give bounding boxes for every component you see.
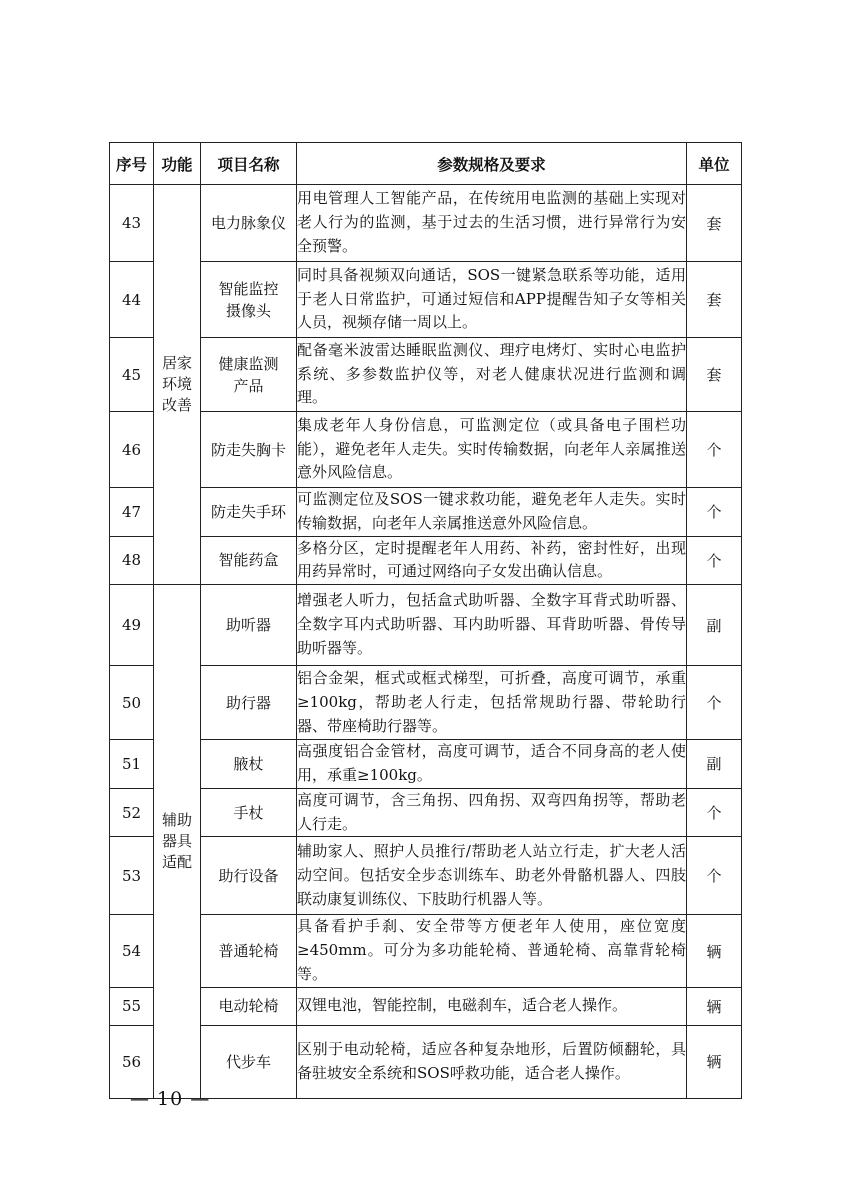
- item-name: [201, 585, 297, 666]
- table-row: [110, 488, 742, 537]
- table-row: [110, 837, 742, 915]
- row-number: 43: [110, 185, 154, 262]
- table-row: [110, 585, 742, 666]
- item-name-line: 普通轮椅: [218, 942, 279, 961]
- item-name: [201, 262, 297, 338]
- table-row: [110, 666, 742, 740]
- item-name-line: 产品: [233, 376, 264, 395]
- spec-text: 同时具备视频双向通话，SOS一键紧急联系等功能，适用于老人日常监护，可通过短信和APP提醒告知子女等相关人员，视频存储一周以上。: [297, 262, 687, 338]
- item-name-line: 助行器: [225, 693, 271, 712]
- function-group-line: 居家: [161, 354, 192, 373]
- header-item-name: 项目名称: [201, 143, 297, 185]
- spec-text: 具备看护手刹、安全带等方便老年人使用，座位宽度≥450mm。可分为多功能轮椅、普通轮椅、高靠背轮椅等。: [297, 915, 687, 987]
- header-no: 序号: [110, 143, 154, 185]
- row-number: 50: [110, 666, 154, 740]
- row-number: 52: [110, 788, 154, 837]
- row-number: 51: [110, 740, 154, 789]
- row-number: 44: [110, 262, 154, 338]
- item-name: [201, 1025, 297, 1098]
- item-name: [201, 412, 297, 488]
- row-number: 48: [110, 536, 154, 585]
- table-row: [110, 987, 742, 1025]
- unit: 套: [687, 185, 742, 262]
- item-name-line: 代步车: [225, 1052, 271, 1071]
- unit: 个: [687, 788, 742, 837]
- table-row: [110, 185, 742, 262]
- spec-text: 增强老人听力，包括盒式助听器、全数字耳背式助听器、全数字耳内式助听器、耳内助听器、耳背助听器、骨传导助听器等。: [297, 585, 687, 666]
- function-group-line: 辅助: [161, 810, 192, 829]
- spec-text: 辅助家人、照护人员推行/帮助老人站立行走，扩大老人活动空间。包括安全步态训练车、助老外骨骼机器人、四肢联动康复训练仪、下肢助行机器人等。: [297, 837, 687, 915]
- row-number: 47: [110, 488, 154, 537]
- unit: 个: [687, 488, 742, 537]
- unit: 辆: [687, 987, 742, 1025]
- item-name: [201, 915, 297, 987]
- table-row: [110, 536, 742, 585]
- spec-text: 可监测定位及SOS一键求救功能，避免老年人走失。实时传输数据，向老年人亲属推送意外风险信息。: [297, 488, 687, 537]
- item-name: [201, 740, 297, 789]
- table-row: [110, 740, 742, 789]
- table-row: [110, 262, 742, 338]
- unit: 套: [687, 338, 742, 412]
- item-name-line: 防走失胸卡: [210, 440, 286, 459]
- row-number: 54: [110, 915, 154, 987]
- table-row: [110, 412, 742, 488]
- function-group-line: 环境: [161, 375, 192, 394]
- function-group-line: 改善: [161, 396, 192, 415]
- row-number: 45: [110, 338, 154, 412]
- unit: 辆: [687, 915, 742, 987]
- table-row: [110, 788, 742, 837]
- spec-text: 配备毫米波雷达睡眠监测仪、理疗电烤灯、实时心电监护系统、多参数监护仪等，对老人健康状况进行监测和调理。: [297, 338, 687, 412]
- item-name: [201, 338, 297, 412]
- table-body: [110, 185, 742, 1099]
- row-number: 46: [110, 412, 154, 488]
- item-name: [201, 788, 297, 837]
- header-unit: 单位: [687, 143, 742, 185]
- unit: 个: [687, 536, 742, 585]
- item-name: [201, 987, 297, 1025]
- item-name-line: 助听器: [225, 616, 271, 635]
- spec-text: 用电管理人工智能产品，在传统用电监测的基础上实现对老人行为的监测，基于过去的生活习惯，进行异常行为安全预警。: [297, 185, 687, 262]
- spec-table: [109, 142, 742, 1099]
- unit: 个: [687, 412, 742, 488]
- spec-text: 双锂电池，智能控制，电磁刹车，适合老人操作。: [297, 987, 687, 1025]
- spec-text: 多格分区，定时提醒老年人用药、补药，密封性好，出现用药异常时，可通过网络向子女发出确认信息。: [297, 536, 687, 585]
- function-group-line: 适配: [161, 852, 192, 871]
- item-name: [201, 488, 297, 537]
- page-number: — 10 —: [130, 1088, 211, 1110]
- function-group-line: 器具: [161, 831, 192, 850]
- spec-text: 集成老年人身份信息，可监测定位（或具备电子围栏功能），避免老年人走失。实时传输数据，向老年人亲属推送意外风险信息。: [297, 412, 687, 488]
- item-name-line: 智能监控: [218, 279, 279, 298]
- unit: 套: [687, 262, 742, 338]
- item-name-line: 防走失手环: [210, 502, 286, 521]
- header-spec: 参数规格及要求: [297, 143, 687, 185]
- table-row: [110, 338, 742, 412]
- unit: 个: [687, 666, 742, 740]
- item-name-line: 智能药盒: [218, 551, 279, 570]
- item-name-line: 健康监测: [218, 354, 279, 373]
- table-header-row: [110, 143, 742, 185]
- function-group: [154, 185, 201, 585]
- item-name-line: 电力脉象仪: [210, 214, 286, 232]
- unit: 副: [687, 585, 742, 666]
- unit: 副: [687, 740, 742, 789]
- item-name-line: 腋杖: [233, 754, 264, 773]
- item-name: [201, 536, 297, 585]
- function-group: [154, 585, 201, 1099]
- spec-text: 高强度铝合金管材，高度可调节，适合不同身高的老人使用，承重≥100kg。: [297, 740, 687, 789]
- item-name: [201, 185, 297, 262]
- item-name-line: 助行设备: [218, 866, 279, 885]
- item-name: [201, 666, 297, 740]
- row-number: 56: [110, 1025, 154, 1098]
- table-row: [110, 915, 742, 987]
- row-number: 55: [110, 987, 154, 1025]
- spec-text: 铝合金架，框式或框式梯型，可折叠，高度可调节，承重≥100kg，帮助老人行走，包括常规助行器、带轮助行器、带座椅助行器等。: [297, 666, 687, 740]
- item-name: [201, 837, 297, 915]
- row-number: 53: [110, 837, 154, 915]
- item-name-line: 电动轮椅: [218, 997, 279, 1016]
- spec-text: 区别于电动轮椅，适应各种复杂地形，后置防倾翻轮，具备驻坡安全系统和SOS呼救功能，适合老人操作。: [297, 1025, 687, 1098]
- item-name-line: 手杖: [233, 803, 264, 822]
- unit: 个: [687, 837, 742, 915]
- header-function: 功能: [154, 143, 201, 185]
- item-name-line: 摄像头: [225, 301, 271, 320]
- row-number: 49: [110, 585, 154, 666]
- spec-text: 高度可调节，含三角拐、四角拐、双弯四角拐等，帮助老人行走。: [297, 788, 687, 837]
- unit: 辆: [687, 1025, 742, 1098]
